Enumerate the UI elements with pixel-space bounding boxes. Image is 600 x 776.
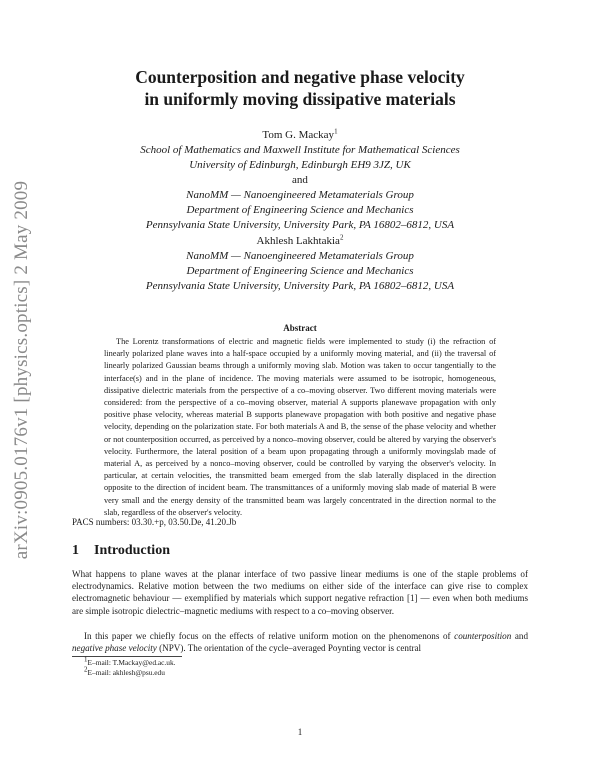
arxiv-stamp [8, 150, 36, 590]
section-number: 1 [72, 543, 79, 558]
author-1-and: and [292, 174, 308, 186]
intro-text: In this paper we chiefly focus on the effects of relative uniform motion on the phenomenons of [84, 631, 455, 641]
paper-title [60, 66, 540, 110]
author-1-affiliation: School of Mathematics and Maxwell Institute for Mathematical Sciences [140, 144, 460, 156]
title-line-1: Counterposition and negative phase velocity [135, 67, 465, 87]
intro-paragraph-2 [72, 630, 528, 654]
footnote-1-text: E–mail: T.Mackay@ed.ac.uk. [87, 658, 176, 667]
footnote-1 [84, 655, 176, 668]
footnote-2-text: E–mail: akhlesh@psu.edu [87, 668, 165, 677]
footnote-2-mark: 2 [84, 665, 88, 674]
footnote-2 [84, 665, 165, 678]
author-2-affiliation: Department of Engineering Science and Mechanics [186, 265, 414, 277]
section-heading [72, 542, 170, 560]
author-1-affiliation: Pennsylvania State University, University Park, PA 16802–6812, USA [145, 219, 455, 231]
intro-emphasis-counterposition: counterposition [454, 631, 512, 641]
intro-text: and [511, 631, 528, 641]
intro-text: (NPV). The orientation of the cycle–averaged Poynting vector is central [156, 643, 422, 654]
abstract-text: The Lorentz transformations of electric and magnetic fields were implemented to study (i) the refraction of linearly polarized plane waves into a half-space occupied by a uniformly moving material, and (ii) the traversal of linearly polarized Gaussian beams through a uniformly moving slab. Motion was taken to occur tangentially to the interface(s) and in the plane of incidence. The moving materials were assumed to be isotropic, homogeneous, dissipative dielectric materials from the perspective of a co–moving observer. Two different moving materials were considered: from the perspective of a co–moving observer, material A supports planewave propagation with only positive phase velocity, whereas material B supports planewave propagation with both positive and negative phase velocity, depending on the polarization state. For both materials A and B, the sense of the phase velocity and whether or not counterposition occurred, as perceived by a nonco–moving observer, could be altered by varying the observer's velocity. Furthermore, the lateral position of a beam upon propagating through a uniformly movingslab made of material A, as perceived by a nonco–moving observer, could be controlled by varying the observer's velocity. In particular, at certain velocities, the transmitted beam emerged from the slab laterally displaced in the direction opposite to the direction of incident beam. The transmittances of a uniformly moving slab made of material B were very small and the energy density of the transmitted beam was largely concentrated in the direction normal to the slab, regardless of the observer's velocity. [104, 337, 496, 517]
author-1-footnote-mark: 1 [334, 127, 338, 136]
author-1-line [60, 128, 540, 143]
author-block-1 [60, 128, 540, 233]
page-number: 1 [297, 727, 303, 737]
author-1-affiliation: NanoMM — Nanoengineered Metamaterials Group [186, 189, 414, 201]
section-title: Introduction [94, 543, 170, 558]
author-block-2 [60, 234, 540, 294]
author-2-affiliation: Pennsylvania State University, University Park, PA 16802–6812, USA [145, 280, 455, 292]
arxiv-stamp-text: arXiv:0905.0176v1 [physics.optics] 2 May 2009 [11, 180, 32, 560]
author-2-footnote-mark: 2 [339, 233, 344, 242]
intro-paragraph-1: What happens to plane waves at the planar interface of two passive linear mediums is one of the staple problems of electrodynamics. Relative motion between the two mediums on either side of the interface can give rise to complex electromagnetic behaviour — exemplified by materials which support negative refraction [1] — even when both mediums are simple isotropic dielectric–magnetic mediums with respect to a co–moving observer. [72, 569, 528, 616]
author-2-name: Akhlesh Lakhtakia [256, 235, 340, 247]
footnote-rule [72, 656, 182, 657]
author-1-affiliation: Department of Engineering Science and Mechanics [186, 204, 414, 216]
abstract-heading: Abstract [283, 323, 317, 333]
title-line-2: in uniformly moving dissipative materials [144, 89, 456, 109]
footnote-1-mark: 1 [84, 655, 88, 664]
author-1-name: Tom G. Mackay [262, 129, 335, 141]
author-2-affiliation: NanoMM — Nanoengineered Metamaterials Group [186, 250, 414, 262]
author-2-line [60, 234, 540, 249]
pacs-numbers: PACS numbers: 03.30.+p, 03.50.De, 41.20.Jb [72, 517, 237, 527]
author-1-affiliation: University of Edinburgh, Edinburgh EH9 3JZ, UK [189, 159, 411, 171]
intro-emphasis-npv: negative phase velocity [72, 643, 157, 654]
